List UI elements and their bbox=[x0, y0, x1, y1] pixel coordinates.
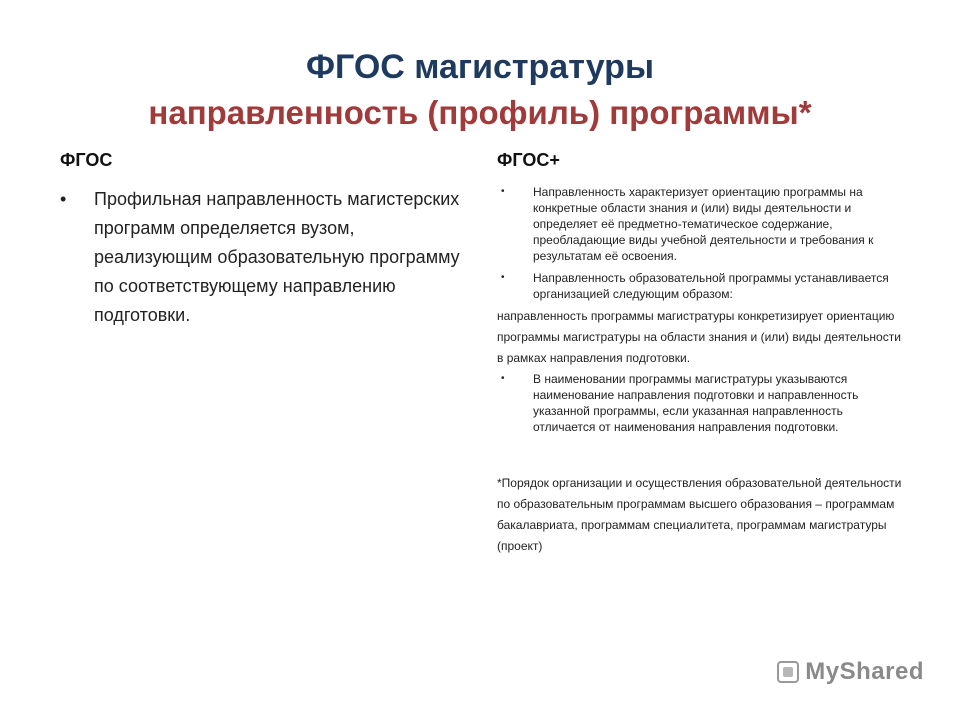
list-item-text: Направленность образовательной программы устанавливается организацией следующим образом: bbox=[533, 271, 889, 301]
left-column-heading: ФГОС bbox=[60, 150, 113, 170]
right-column-heading: ФГОС+ bbox=[497, 150, 560, 170]
right-column-content bbox=[497, 184, 907, 557]
bullet-icon: • bbox=[501, 272, 505, 283]
watermark-text: MyShared bbox=[805, 658, 924, 685]
title-line-accent: направленность (профиль) программы* bbox=[148, 94, 812, 131]
list-item bbox=[497, 270, 907, 302]
list-item bbox=[60, 185, 465, 330]
list-item bbox=[497, 371, 907, 435]
slide-title bbox=[40, 44, 920, 136]
watermark-logo bbox=[777, 658, 924, 686]
bullet-icon: • bbox=[501, 373, 505, 384]
list-item-continuation: направленность программы магистратуры конкретизирует ориентацию программы магистратуры на области знания и (или) виды деятельности в рамках направления подготовки. bbox=[497, 309, 901, 365]
list-item-text: В наименовании программы магистратуры указываются наименование направления подготовки и направленность указанной программы, если указанная направленность отличается от наименования направления подготовки. bbox=[533, 372, 859, 434]
footnote: *Порядок организации и осуществления образовательной деятельности по образовательным программам высшего образования – программам бакалавриата, программам специалитета, программам магистратуры (проект) bbox=[497, 476, 902, 553]
bullet-icon: • bbox=[60, 189, 67, 209]
left-column-list bbox=[60, 185, 465, 330]
title-line-primary: ФГОС магистратуры bbox=[306, 48, 654, 86]
list-item-text: Направленность характеризует ориентацию программы на конкретные области знания и (или) виды деятельности и определяет её предметно-тематическое содержание, преобладающие виды учебной деятельности и требования к результатам её освоения. bbox=[533, 185, 874, 263]
bullet-icon: • bbox=[501, 186, 505, 197]
myshared-logo-icon bbox=[777, 661, 799, 683]
list-item-text: Профильная направленность магистерских программ определяется вузом, реализующим образовательную программу по соответствующему направлению подготовки. bbox=[94, 189, 460, 325]
list-item bbox=[497, 184, 907, 264]
